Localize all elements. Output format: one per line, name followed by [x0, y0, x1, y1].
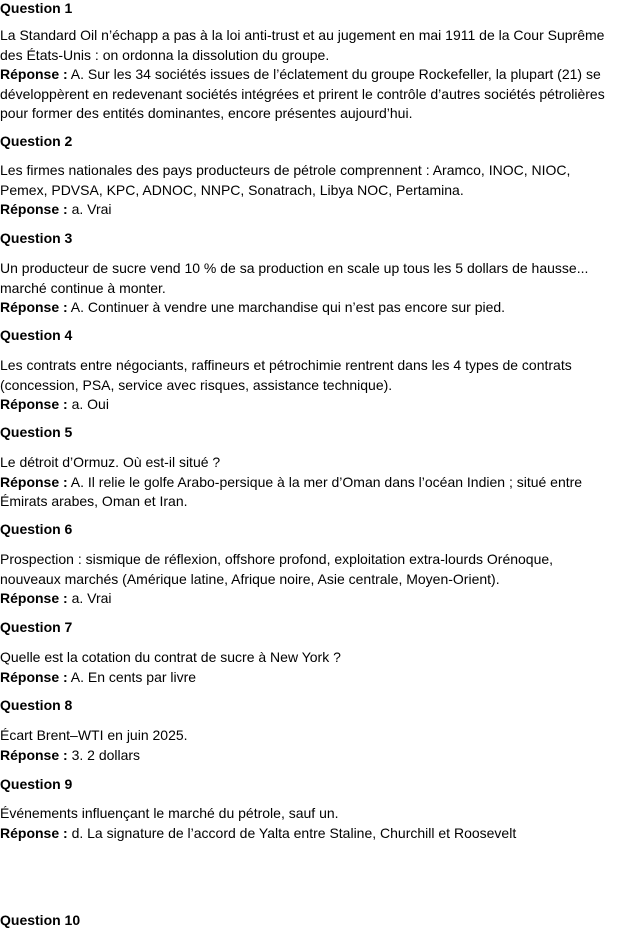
- answer-text: A. Il relie le golfe Arabo-persique à la mer d’Oman dans l’océan Indien ; situé entre Émirats arabes, Oman et Iran.: [0, 473, 583, 509]
- answer-label: Réponse :: [0, 746, 68, 763]
- answer-label: Réponse :: [0, 668, 68, 685]
- question-2-text: Les firmes nationales des pays producteurs de pétrole comprennent : Aramco, INOC, NIOC, Pemex, PDVSA, KPC, ADNOC, NNPC, Sonatrach, Libya NOC, Pertamina.: [0, 162, 571, 198]
- question-8-body: [0, 726, 617, 765]
- answer-text: a. Vrai: [67, 201, 112, 217]
- question-7: [0, 619, 617, 685]
- answer-label: Réponse :: [0, 473, 68, 490]
- question-1-body: [0, 26, 617, 124]
- answer-label: Réponse :: [0, 824, 68, 841]
- question-7-body: [0, 648, 617, 687]
- question-5-body: [0, 453, 617, 512]
- answer-label: Réponse :: [0, 201, 68, 217]
- question-7-text: Quelle est la cotation du contrat de sucre à New York ?: [0, 649, 341, 665]
- question-4: [0, 327, 617, 412]
- question-5: [0, 424, 617, 509]
- question-4-body: [0, 356, 617, 415]
- question-4-title: Question 4: [0, 327, 73, 343]
- question-5-text: Le détroit d’Ormuz. Où est-il situé ?: [0, 454, 221, 470]
- question-7-title: Question 7: [0, 619, 73, 635]
- question-6-title: Question 6: [0, 521, 73, 537]
- question-8-answer: [0, 746, 617, 766]
- question-3-answer: [0, 298, 617, 318]
- question-9-answer: [0, 824, 617, 844]
- question-5-title: Question 5: [0, 424, 73, 440]
- question-1-text: La Standard Oil n’échapp a pas à la loi anti-trust et au jugement en mai 1911 de la Cour Suprême des États-Unis : on ordonna la dissolution du groupe.: [0, 27, 605, 63]
- question-2-answer: [0, 200, 617, 220]
- answer-text: a. Oui: [67, 396, 109, 412]
- question-3: [0, 230, 617, 315]
- question-3-body: [0, 259, 617, 318]
- question-2-title: Question 2: [0, 133, 73, 149]
- question-2: [0, 133, 617, 217]
- answer-text: A. En cents par livre: [67, 668, 197, 685]
- question-1-answer: [0, 65, 617, 124]
- answer-text: A. Sur les 34 sociétés issues de l’éclatement du groupe Rockefeller, la plupart (21) se développèrent en redevenant sociétés intégrées et prirent le contrôle d’autres sociétés pétrolières pour former des entités dominantes, encore présentes aujourd’hui.: [0, 66, 605, 121]
- question-10-title: Question 10: [0, 912, 81, 928]
- question-6: [0, 521, 617, 606]
- answer-text: a. Vrai: [67, 590, 112, 606]
- question-8: [0, 697, 617, 763]
- question-8-text: Écart Brent–WTI en juin 2025.: [0, 727, 188, 743]
- question-9-title: Question 9: [0, 776, 73, 792]
- answer-label: Réponse :: [0, 299, 68, 315]
- question-9-body: [0, 804, 617, 843]
- answer-text: d. La signature de l’accord de Yalta entre Staline, Churchill et Roosevelt: [67, 824, 517, 841]
- question-10: [0, 912, 617, 932]
- question-3-text: Un producteur de sucre vend 10 % de sa production en scale up tous les 5 dollars de hausse... marché continue à monter.: [0, 260, 589, 296]
- question-6-answer: [0, 589, 617, 609]
- question-4-answer: [0, 395, 617, 415]
- question-9-text: Événements influençant le marché du pétrole, sauf un.: [0, 805, 339, 821]
- answer-label: Réponse :: [0, 66, 68, 82]
- question-7-answer: [0, 668, 617, 688]
- answer-text: 3. 2 dollars: [67, 746, 141, 763]
- answer-text: A. Continuer à vendre une marchandise qui n’est pas encore sur pied.: [67, 299, 506, 315]
- question-8-title: Question 8: [0, 697, 73, 713]
- question-2-body: [0, 161, 617, 220]
- question-6-text: Prospection : sismique de réflexion, offshore profond, exploitation extra-lourds Orénoque, nouveaux marchés (Amérique latine, Afrique noire, Asie centrale, Moyen-Orient).: [0, 551, 554, 587]
- answer-label: Réponse :: [0, 396, 68, 412]
- question-1: [0, 0, 617, 121]
- question-4-text: Les contrats entre négociants, raffineurs et pétrochimie rentrent dans les 4 types de contrats (concession, PSA, service avec risques, assistance technique).: [0, 357, 572, 393]
- question-1-title: Question 1: [0, 0, 73, 16]
- question-9: [0, 776, 617, 841]
- question-5-answer: [0, 473, 617, 512]
- question-6-body: [0, 550, 617, 609]
- question-3-title: Question 3: [0, 230, 73, 246]
- answer-label: Réponse :: [0, 590, 68, 606]
